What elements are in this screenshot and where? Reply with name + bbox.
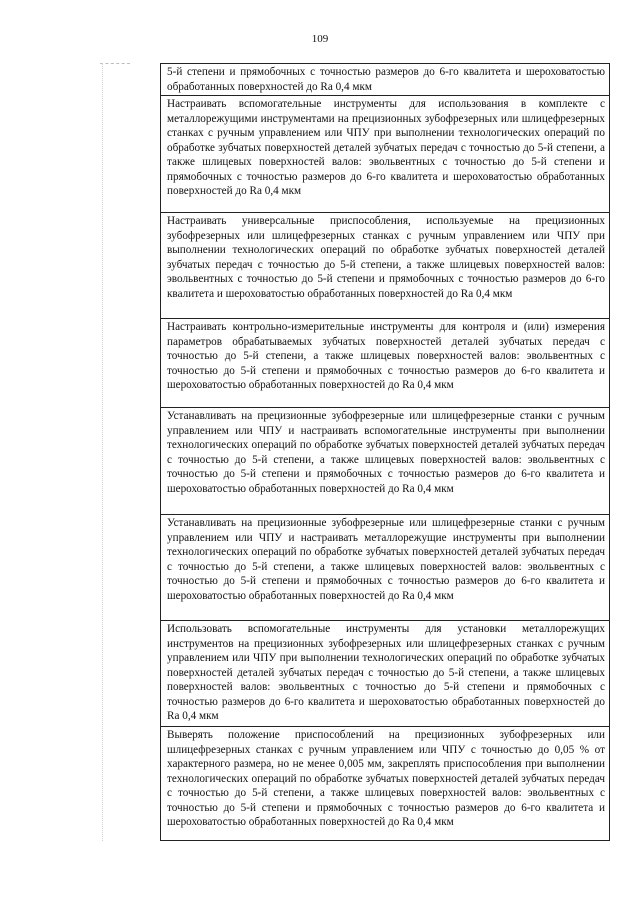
table-row: Настраивать вспомогательные инструменты для использования в комплекте с металлорежущими инструментами на прецизионных зубофрезерных или шлицефрезерных станках с ручным управлением или ЧПУ при выполнении технологических операций по обработке зубчатых поверхностей деталей зубчатых передач с точностью до 5-й степени, а также шлицевых поверхностей валов: эвольвентных с точностью до 5-й степени и прямобочных с точностью размеров до 6-го квалитета и шероховатостью обработанных поверхностей до Ra 0,4 мкм [161,96,609,213]
table-row: Выверять положение приспособлений на прецизионных зубофрезерных или шлицефрезерных станках с ручным управлением или ЧПУ с точностью до 0,05 % от характерного размера, но не менее 0,005 мм, закреплять приспособления при выполнении технологических операций по обработке зубчатых поверхностей деталей зубчатых передач с точностью до 5-й степени, а также шлицевых поверхностей валов: эвольвентных с точностью до 5-й степени и прямобочных с точностью размеров до 6-го квалитета и шероховатостью обработанных поверхностей до Ra 0,4 мкм [167,729,605,828]
table-row: Устанавливать на прецизионные зубофрезерные или шлицефрезерные станки с ручным управлением или ЧПУ и настраивать металлорежущие инструменты при выполнении технологических операций по обработке зубчатых поверхностей деталей зубчатых передач с точностью до 5-й степени, а также шлицевых поверхностей валов: эвольвентных с точностью до 5-й степени и прямобочных с точностью размеров до 6-го квалитета и шероховатостью обработанных поверхностей до Ra 0,4 мкм [161,515,609,621]
skills-table [100,63,610,841]
table-row: Устанавливать на прецизионные зубофрезерные или шлицефрезерные станки с ручным управлением или ЧПУ и настраивать вспомогательные инструменты при выполнении технологических операций по обработке зубчатых поверхностей деталей зубчатых передач с точностью до 5-й степени, а также шлицевых поверхностей валов: эвольвентных с точностью до 5-й степени и прямобочных с точностью размеров до 6-го квалитета и шероховатостью обработанных поверхностей до Ra 0,4 мкм [161,408,609,515]
page-number: 109 [311,33,329,45]
table-right-column [160,63,610,841]
table-row: Использовать вспомогательные инструменты для установки металлорежущих инструментов на прецизионных зубофрезерных или шлицефрезерных станках с ручным управлением или ЧПУ при выполнении технологических операций по обработке зубчатых поверхностей деталей зубчатых передач с точностью до 5-й степени, а также шлицевых поверхностей валов: эвольвентных с точностью до 5-й степени и прямобочных с точностью размеров до 6-го квалитета и шероховатостью обработанных поверхностей до Ra 0,4 мкм [161,621,609,727]
table-left-column [100,63,160,841]
left-column-top-rule [100,63,130,64]
left-column-dotted-rule [102,63,104,841]
table-row: Настраивать универсальные приспособления, используемые на прецизионных зубофрезерных или шлицефрезерных станках с ручным управлением или ЧПУ при выполнении технологических операций по обработке зубчатых поверхностей деталей зубчатых передач с точностью до 5-й степени, а также шлицевых поверхностей валов: эвольвентных с точностью до 5-й степени и прямобочных с точностью размеров до 6-го квалитета и шероховатостью обработанных поверхностей до Ra 0,4 мкм [161,213,609,319]
table-row: Настраивать контрольно-измерительные инструменты для контроля и (или) измерения параметров обрабатываемых зубчатых поверхностей деталей зубчатых передач с точностью до 5-й степени, а также шлицевых поверхностей валов: эвольвентных с точностью до 5-й степени и прямобочных с точностью размеров до 6-го квалитета и шероховатостью обработанных поверхностей до Ra 0,4 мкм [161,319,609,408]
table-row: 5-й степени и прямобочных с точностью размеров до 6-го квалитета и шероховатостью обработанных поверхностей до Ra 0,4 мкм [161,64,609,96]
